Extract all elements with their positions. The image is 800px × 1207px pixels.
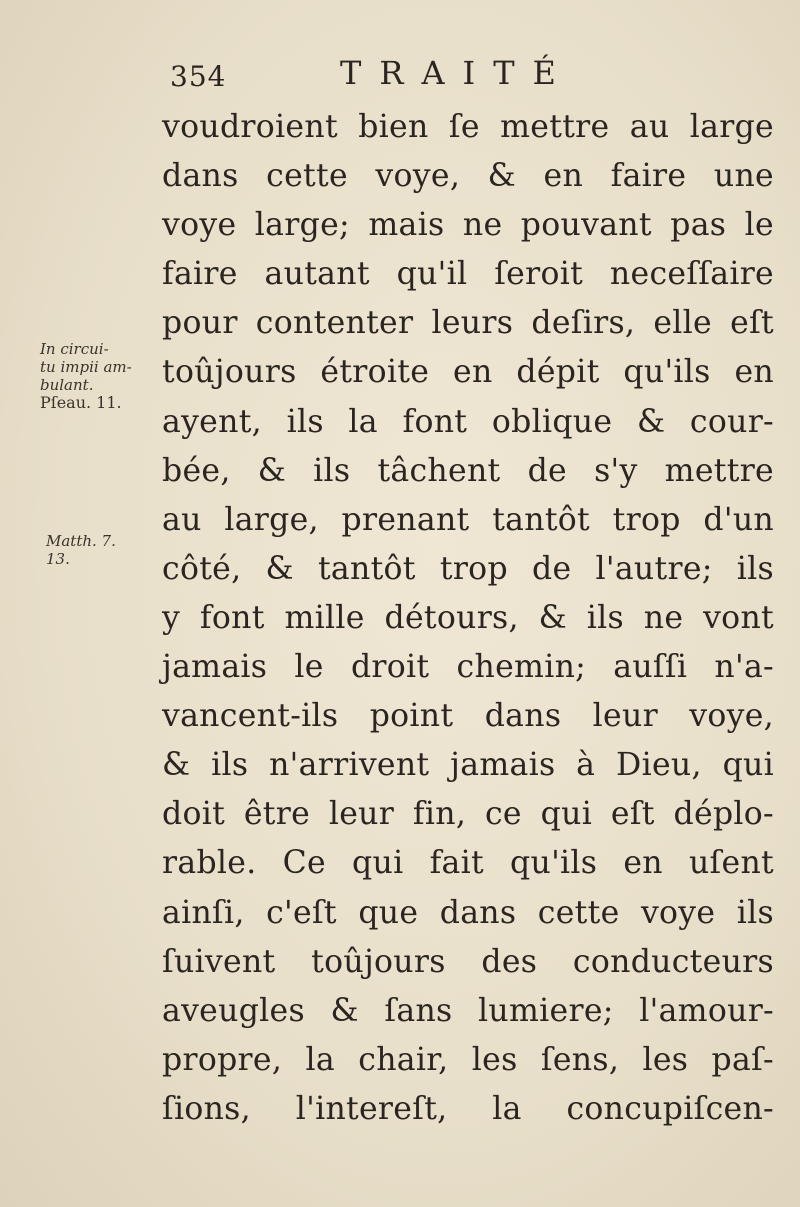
margin-note-reference: Pſeau. 11. [40,393,122,412]
text-line: vancent-ils point dans leur voye, [162,698,774,735]
margin-note-psalm [40,340,160,412]
text-line: dans cette voye, & en faire une [162,158,774,195]
text-line: ſions, l'intereſt, la concupiſcen- [162,1090,774,1127]
text-line: pour contenter leurs deſirs, elle eſt [162,305,774,342]
body-text [162,103,774,1134]
text-line: y font mille détours, & ils ne vont [162,599,774,636]
text-line: faire autant qu'il ſeroit neceſſaire [162,256,774,293]
text-line: ayent, ils la font oblique & cour- [162,403,774,440]
text-line: & ils n'arrivent jamais à Dieu, qui [162,747,774,784]
text-line: bée, & ils tâchent de s'y mettre [162,452,774,489]
text-line: côté, & tantôt trop de l'autre; ils [162,550,774,587]
text-line: rable. Ce qui fait qu'ils en uſent [162,845,774,882]
text-line: propre, la chair, les ſens, les paſ- [162,1041,774,1078]
page-header [170,48,730,98]
running-title: TRAITÉ [340,54,574,92]
margin-note-line: Matth. 7. [46,532,116,550]
text-line: aveugles & ſans lumiere; l'amour- [162,992,774,1029]
text-line: toûjours étroite en dépit qu'ils en [162,354,774,391]
text-line: voudroient bien ſe mettre au large [162,109,774,145]
margin-note-line: 13. [46,550,70,568]
text-line: au large, prenant tantôt trop d'un [162,501,774,538]
margin-note-line: bulant. [40,376,94,394]
text-line: doit être leur fin, ce qui eſt déplo- [162,796,774,833]
page-number: 354 [170,60,227,93]
margin-note-line: tu impii am- [40,358,132,376]
text-line: jamais le droit chemin; auſſi n'a- [162,649,774,686]
margin-note-line: In circui- [40,340,109,358]
text-line: voye large; mais ne pouvant pas le [162,207,774,244]
text-line: ſuivent toûjours des conducteurs [162,943,774,980]
text-line: ainſi, c'eſt que dans cette voye ils [162,894,774,931]
margin-note-matthew [46,532,156,568]
